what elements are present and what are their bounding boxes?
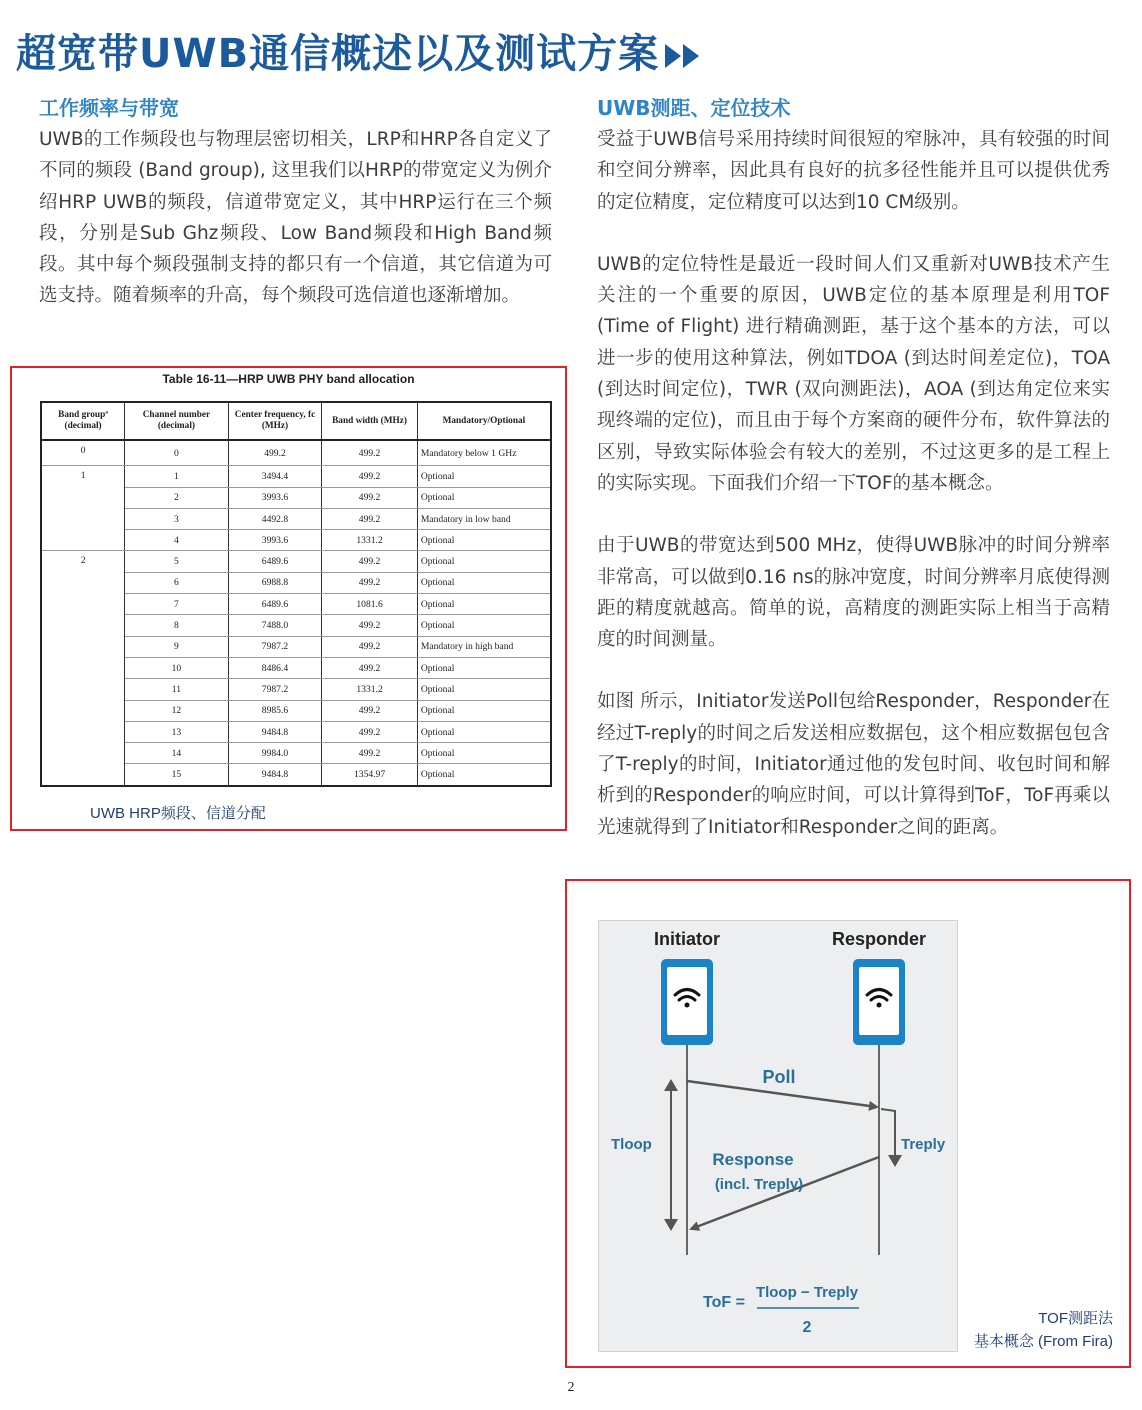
mandatory-cell: Optional [417, 657, 551, 678]
mandatory-cell: Optional [417, 700, 551, 721]
table-row [41, 551, 551, 572]
mandatory-cell: Optional [417, 764, 551, 786]
bandwidth-cell: 499.2 [322, 657, 418, 678]
tof-diagram-panel [598, 920, 958, 1352]
mandatory-cell: Optional [417, 743, 551, 764]
mandatory-cell: Optional [417, 487, 551, 508]
channel-cell: 8 [125, 615, 229, 636]
tof-formula-denominator: 2 [802, 1319, 812, 1336]
tof-figure-caption [974, 1307, 1113, 1353]
bandwidth-cell: 499.2 [322, 487, 418, 508]
treply-bracket [881, 1109, 895, 1157]
treply-label: Treply [901, 1136, 946, 1153]
responder-label: Responder [831, 929, 927, 949]
channel-cell: 2 [125, 487, 229, 508]
mandatory-cell: Optional [417, 572, 551, 593]
tof-formula-numerator: Tloop − Treply [755, 1284, 859, 1301]
mandatory-cell: Mandatory below 1 GHz [417, 440, 551, 466]
bandwidth-cell: 1354.97 [322, 764, 418, 786]
bandwidth-cell: 499.2 [322, 721, 418, 742]
section-heading-ranging: UWB测距、定位技术 [597, 96, 791, 120]
channel-cell: 9 [125, 636, 229, 657]
ranging-paragraph-4: 如图 所示，Initiator发送Poll包给Responder，Responder在经过T-reply的时间之后发送相应数据包，这个相应数据包包含了T-reply的时间，Initiator通过他的发包时间、收包时间和解析到的Responder的响应时间，可以计算得到ToF，ToF再乘以光速就得到了Initiator和Responder之间的距离。 [597, 691, 1110, 838]
band-allocation-table [40, 401, 552, 787]
channel-cell: 3 [125, 508, 229, 529]
center-frequency-cell: 9484.8 [228, 764, 322, 786]
frequency-paragraph: UWB的工作频段也与物理层密切相关，LRP和HRP各自定义了不同的频段 (Band group), 这里我们以HRP的带宽定义为例介绍HRP UWB的频段，信道带宽定义，其中HRP运行在三个频段，分别是Sub Ghz频段、Low Band频段和High Band频段。其中每个频段强制支持的都只有一个信道，其它信道为可选支持。随着频率的升高，每个频段可选信道也逐渐增加。 [39, 129, 552, 307]
bandwidth-cell: 499.2 [322, 615, 418, 636]
page-number: 2 [567, 1380, 575, 1395]
center-frequency-cell: 6489.6 [228, 594, 322, 615]
center-frequency-cell: 6988.8 [228, 572, 322, 593]
initiator-device-icon [661, 959, 713, 1045]
bandwidth-cell: 499.2 [322, 466, 418, 487]
page-title [16, 22, 703, 79]
channel-cell: 10 [125, 657, 229, 678]
bandwidth-cell: 499.2 [322, 636, 418, 657]
bandwidth-cell: 499.2 [322, 440, 418, 466]
page-title-text: 超宽带UWB通信概述以及测试方案 [16, 31, 660, 77]
treply-arrow-icon [888, 1155, 902, 1167]
tof-diagram [599, 921, 957, 1351]
channel-cell: 14 [125, 743, 229, 764]
mandatory-cell: Optional [417, 466, 551, 487]
mandatory-cell: Optional [417, 530, 551, 551]
band-table-figure [10, 366, 567, 831]
mandatory-cell: Mandatory in high band [417, 636, 551, 657]
center-frequency-cell: 6489.6 [228, 551, 322, 572]
center-frequency-cell: 3993.6 [228, 530, 322, 551]
center-frequency-cell: 9984.0 [228, 743, 322, 764]
center-frequency-cell: 499.2 [228, 440, 322, 466]
band-table-caption: UWB HRP频段、信道分配 [90, 805, 266, 822]
table-header-cell: Band width (MHz) [322, 402, 418, 440]
center-frequency-cell: 3993.6 [228, 487, 322, 508]
tof-figure [565, 879, 1131, 1368]
band-group-cell: 0 [41, 440, 125, 466]
band-group-cell: 1 [41, 466, 125, 551]
channel-cell: 7 [125, 594, 229, 615]
tloop-top-arrow-icon [664, 1079, 678, 1091]
left-column [39, 94, 552, 312]
bandwidth-cell: 1081.6 [322, 594, 418, 615]
mandatory-cell: Optional [417, 679, 551, 700]
center-frequency-cell: 4492.8 [228, 508, 322, 529]
double-arrow-icon [663, 41, 703, 71]
center-frequency-cell: 7987.2 [228, 679, 322, 700]
bandwidth-cell: 1331.2 [322, 530, 418, 551]
table-header-cell: Band groupª (decimal) [41, 402, 125, 440]
channel-cell: 12 [125, 700, 229, 721]
center-frequency-cell: 8486.4 [228, 657, 322, 678]
channel-cell: 4 [125, 530, 229, 551]
section-heading-frequency: 工作频率与带宽 [39, 96, 179, 120]
channel-cell: 6 [125, 572, 229, 593]
center-frequency-cell: 7987.2 [228, 636, 322, 657]
table-header-cell: Center frequency, fc (MHz) [228, 402, 322, 440]
channel-cell: 0 [125, 440, 229, 466]
ranging-paragraph-1: 受益于UWB信号采用持续时间很短的窄脉冲，具有较强的时间和空间分辨率，因此具有良好的抗多径性能并且可以提供优秀的定位精度，定位精度可以达到10 CM级别。 [597, 129, 1110, 213]
tof-formula-lhs: ToF = [703, 1294, 745, 1311]
ranging-paragraph-2: UWB的定位特性是最近一段时间人们又重新对UWB技术产生关注的一个重要的原因，UWB定位的基本原理是利用TOF (Time of Flight) 进行精确测距，基于这个基本的方法，可以进一步的使用这种算法，例如TDOA (到达时间差定位)，TOA (到达时间定位)，TWR (双向测距法)，AOA (到达角定位来实现终端的定位)，而且由于每个方案商的硬件分布，软件算法的区别，导致实际体验会有较大的差别，不过这更多的是工程上的实际实现。下面我们介绍一下TOF的基本概念。 [597, 253, 1110, 494]
mandatory-cell: Mandatory in low band [417, 508, 551, 529]
initiator-label: Initiator [654, 929, 720, 949]
responder-device-icon [853, 959, 905, 1045]
center-frequency-cell: 7488.0 [228, 615, 322, 636]
table-header-cell: Channel number (decimal) [125, 402, 229, 440]
band-group-cell: 2 [41, 551, 125, 786]
channel-cell: 13 [125, 721, 229, 742]
bandwidth-cell: 499.2 [322, 743, 418, 764]
tof-caption-line-2: 基本概念 (From Fira) [973, 1333, 1113, 1350]
response-label: Response [712, 1150, 794, 1169]
ranging-paragraph-3: 由于UWB的带宽达到500 MHz，使得UWB脉冲的时间分辨率非常高，可以做到0.16 ns的脉冲宽度，时间分辨率月底使得测距的精度就越高。简单的说，高精度的测距实际上相当于高精度的时间测量。 [597, 535, 1110, 651]
bandwidth-cell: 499.2 [322, 572, 418, 593]
center-frequency-cell: 8985.6 [228, 700, 322, 721]
channel-cell: 15 [125, 764, 229, 786]
tloop-label: Tloop [611, 1136, 652, 1153]
mandatory-cell: Optional [417, 594, 551, 615]
mandatory-cell: Optional [417, 551, 551, 572]
poll-label: Poll [762, 1067, 796, 1087]
channel-cell: 1 [125, 466, 229, 487]
table-header-row [41, 402, 551, 440]
bandwidth-cell: 499.2 [322, 551, 418, 572]
response-detail-label: (incl. Treply) [714, 1176, 804, 1193]
center-frequency-cell: 9484.8 [228, 721, 322, 742]
bandwidth-cell: 1331.2 [322, 679, 418, 700]
bandwidth-cell: 499.2 [322, 700, 418, 721]
right-column [597, 94, 1110, 843]
bandwidth-cell: 499.2 [322, 508, 418, 529]
table-header-cell: Mandatory/Optional [417, 402, 551, 440]
channel-cell: 11 [125, 679, 229, 700]
table-row [41, 466, 551, 487]
center-frequency-cell: 3494.4 [228, 466, 322, 487]
tof-caption-line-1: TOF测距法 [1038, 1310, 1113, 1327]
channel-cell: 5 [125, 551, 229, 572]
mandatory-cell: Optional [417, 615, 551, 636]
tloop-bottom-arrow-icon [664, 1219, 678, 1231]
mandatory-cell: Optional [417, 721, 551, 742]
band-table-title: Table 16-11—HRP UWB PHY band allocation [162, 372, 415, 386]
table-row [41, 440, 551, 466]
